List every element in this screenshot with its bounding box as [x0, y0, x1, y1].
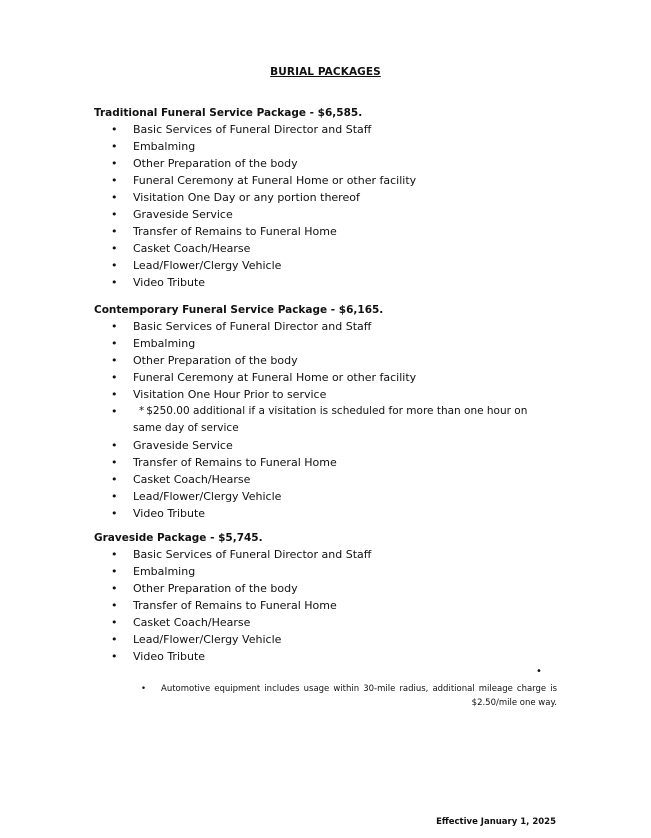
note-text: $250.00 additional if a visitation is scheduled for more than one hour on same day of service [133, 405, 528, 434]
mileage-footnote [141, 682, 557, 710]
list-item: • Basic Services of Funeral Director and Staff [111, 123, 372, 136]
bullet-icon: • [111, 242, 118, 255]
bullet-icon: • [111, 405, 118, 418]
bullet-icon: • [536, 666, 542, 677]
list-item: • Graveside Service [111, 439, 233, 452]
list-item: • Video Tribute [111, 276, 206, 289]
bullet-icon: • [111, 320, 118, 333]
bullet-icon: • [111, 388, 118, 401]
package-items-list [94, 121, 564, 291]
list-item: • Visitation One Day or any portion thereof [111, 191, 360, 204]
list-item: • Video Tribute [111, 650, 206, 663]
visitation-surcharge-note [94, 403, 564, 437]
list-item: • Casket Coach/Hearse [111, 473, 251, 486]
bullet-icon: • [111, 582, 118, 595]
list-item: • Transfer of Remains to Funeral Home [111, 225, 337, 238]
bullet-icon: • [111, 337, 118, 350]
package-items-list [94, 546, 564, 665]
list-item: • Casket Coach/Hearse [111, 242, 251, 255]
bullet-icon: • [111, 191, 118, 204]
list-item: • Transfer of Remains to Funeral Home [111, 599, 337, 612]
bullet-icon: • [111, 140, 118, 153]
package-heading: Graveside Package - $5,745. [94, 532, 263, 544]
list-item: • Casket Coach/Hearse [111, 616, 251, 629]
bullet-icon: • [111, 490, 118, 503]
list-item: • Basic Services of Funeral Director and Staff [111, 320, 372, 333]
list-item: • Other Preparation of the body [111, 157, 298, 170]
package-traditional [94, 106, 564, 291]
bullet-icon: • [111, 456, 118, 469]
list-item: • Video Tribute [111, 507, 206, 520]
package-items-list [94, 318, 564, 522]
list-item: • Visitation One Hour Prior to service [111, 388, 327, 401]
bullet-icon: • [111, 599, 118, 612]
list-item: • Lead/Flower/Clergy Vehicle [111, 259, 282, 272]
list-item: • Funeral Ceremony at Funeral Home or other facility [111, 174, 417, 187]
list-item: • Embalming [111, 565, 196, 578]
bullet-icon: • [111, 157, 118, 170]
bullet-icon: • [111, 565, 118, 578]
package-contemporary [94, 303, 564, 522]
bullet-icon: • [111, 548, 118, 561]
bullet-icon: • [111, 259, 118, 272]
bullet-icon: • [111, 225, 118, 238]
bullet-icon: • [111, 208, 118, 221]
bullet-icon: • [111, 633, 118, 646]
bullet-icon: • [111, 123, 118, 136]
package-heading: Traditional Funeral Service Package - $6,585. [94, 107, 363, 119]
footnote-text: Automotive equipment includes usage within 30-mile radius, additional mileage charge is $2.50/mile one way. [161, 684, 557, 708]
bullet-icon: • [111, 439, 118, 452]
list-item: • Lead/Flower/Clergy Vehicle [111, 490, 282, 503]
asterisk-marker: * [139, 405, 145, 417]
bullet-icon: • [111, 174, 118, 187]
list-item: • Basic Services of Funeral Director and Staff [111, 548, 372, 561]
page-title: BURIAL PACKAGES [270, 66, 381, 78]
package-heading: Contemporary Funeral Service Package - $6,165. [94, 304, 384, 316]
effective-date: Effective January 1, 2025 [436, 817, 556, 827]
list-item: • Other Preparation of the body [111, 354, 298, 367]
bullet-icon: • [111, 276, 118, 289]
bullet-icon: • [111, 650, 118, 663]
bullet-icon: • [111, 371, 118, 384]
list-item: • Funeral Ceremony at Funeral Home or other facility [111, 371, 417, 384]
list-item: • Graveside Service [111, 208, 233, 221]
bullet-icon: • [141, 684, 147, 694]
list-item: • Transfer of Remains to Funeral Home [111, 456, 337, 469]
list-item: • Embalming [111, 140, 196, 153]
bullet-icon: • [111, 616, 118, 629]
bullet-icon: • [111, 354, 118, 367]
package-graveside [94, 531, 564, 665]
list-item: • Embalming [111, 337, 196, 350]
bullet-icon: • [111, 473, 118, 486]
bullet-icon: • [111, 507, 118, 520]
list-item: • Other Preparation of the body [111, 582, 298, 595]
list-item: • Lead/Flower/Clergy Vehicle [111, 633, 282, 646]
